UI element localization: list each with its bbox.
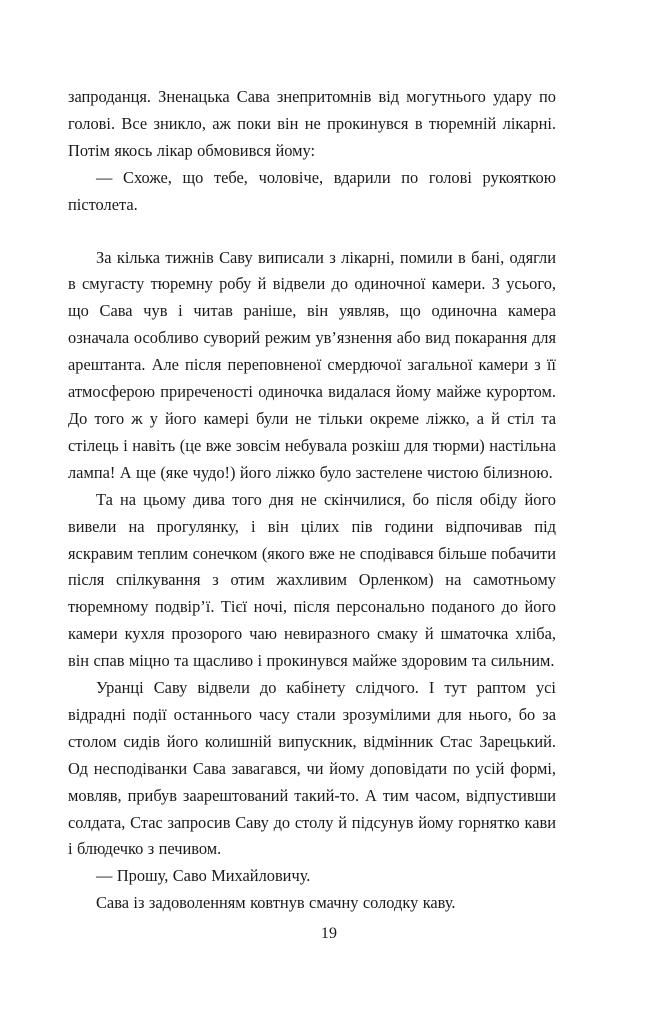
dialogue-line: — Прошу, Саво Михайловичу.: [96, 866, 311, 886]
paragraph: Сава із задоволенням ковтнув смачну солодку каву.: [96, 893, 456, 913]
paragraph: Уранці Саву відвели до кабінету слідчого. І тут раптом усі відрадні події останнього часу стали зрозумілими для нього, бо за столом сидів його колишній випускник, відмінник Стас Зарецький. Од несподіванки Сава завагався, чи йому доповідати по усій формі, мовляв, прибув заарештований такий-то. А тим часом, відпустивши солдата, Стас запросив Саву до столу й підсунув йому горнятко кави і блюдечко з печивом.: [68, 678, 556, 859]
paragraph: За кілька тижнів Саву виписали з лікарні, помили в бані, одягли в смугасту тюремну робу й відвели до одиночної камери. З усього, що Сава чув і читав раніше, він уявляв, що одиночна камера означала особливо суворий режим ув’язнення або вид покарання для арештанта. Але після переповненої смердючої загальної камери з її атмосферою приреченості одиночка видалася йому майже курортом. До того ж у його камері були не тільки окреме ліжко, а й стіл та стілець і навіть (це вже зовсім небувала розкіш для тюрми) настільна лампа! А ще (яке чудо!) його ліжко було застелене чистою білизною.: [68, 247, 556, 482]
page-number: 19: [320, 925, 338, 942]
page-text-block: [68, 84, 556, 917]
paragraph: Та на цьому дива того дня не скінчилися, бо після обіду його вивели на прогулянку, і він цілих пів години відпочивав під яскравим теплим сонечком (якого вже не сподівався більше побачити після спілкування з отим жахливим Орленком) на самотньому тюремному подвір’ї. Тієї ночі, після персонально поданого до його камери кухля прозорого чаю невиразного смаку й шматочка хліба, він спав міцно та щасливо і прокинувся майже здоровим та сильним.: [68, 489, 556, 671]
dialogue-line: — Схоже, що тебе, чоловіче, вдарили по голові рукояткою пістолета.: [68, 167, 556, 214]
paragraph: запроданця. Зненацька Сава знепритомнів від могутнього удару по голові. Все зникло, аж поки він не прокинувся в тюремній лікарні. Потім якось лікар обмовився йому:: [68, 87, 556, 160]
